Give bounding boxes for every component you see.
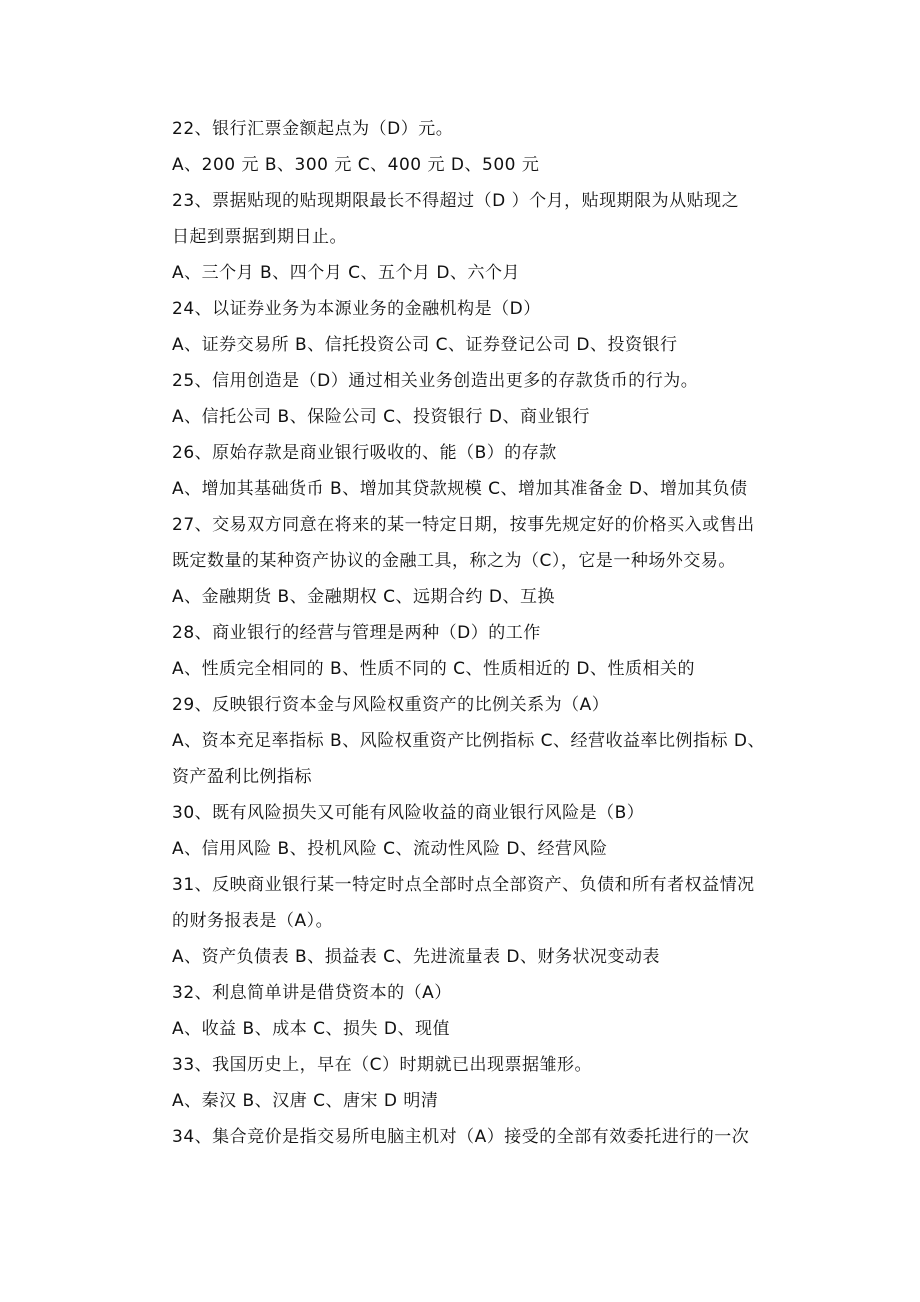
question-32: 32、利息简单讲是借贷资本的（A） <box>172 983 452 1003</box>
question-29: 29、反映银行资本金与风险权重资产的比例关系为（A） <box>172 695 610 715</box>
question-30: 30、既有风险损失又可能有风险收益的商业银行风险是（B） <box>172 803 645 823</box>
options-28: A、性质完全相同的 B、性质不同的 C、性质相近的 D、性质相关的 <box>172 659 695 679</box>
question-22: 22、银行汇票金额起点为（D）元。 <box>172 119 454 139</box>
options-30: A、信用风险 B、投机风险 C、流动性风险 D、经营风险 <box>172 839 608 859</box>
question-28: 28、商业银行的经营与管理是两种（D）的工作 <box>172 623 541 643</box>
options-26: A、增加其基础货币 B、增加其贷款规模 C、增加其准备金 D、增加其负债 <box>172 479 748 499</box>
options-29-continued: 资产盈利比例指标 <box>172 767 312 787</box>
options-24: A、证券交易所 B、信托投资公司 C、证券登记公司 D、投资银行 <box>172 335 678 355</box>
question-25: 25、信用创造是（D）通过相关业务创造出更多的存款货币的行为。 <box>172 371 699 391</box>
question-23-continued: 日起到票据到期日止。 <box>172 227 347 247</box>
question-27-continued: 既定数量的某种资产协议的金融工具，称之为（C），它是一种场外交易。 <box>172 551 736 571</box>
question-26: 26、原始存款是商业银行吸收的、能（B）的存款 <box>172 443 557 463</box>
question-27: 27、交易双方同意在将来的某一特定日期，按事先规定好的价格买入或售出 <box>172 515 755 535</box>
question-33: 33、我国历史上，早在（C）时期就已出现票据雏形。 <box>172 1055 593 1075</box>
options-33: A、秦汉 B、汉唐 C、唐宋 D 明清 <box>172 1091 439 1111</box>
options-27: A、金融期货 B、金融期权 C、远期合约 D、互换 <box>172 587 555 607</box>
options-22: A、200 元 B、300 元 C、400 元 D、500 元 <box>172 155 540 175</box>
options-31: A、资产负债表 B、损益表 C、先进流量表 D、财务状况变动表 <box>172 947 660 967</box>
question-24: 24、以证券业务为本源业务的金融机构是（D） <box>172 299 541 319</box>
document-body <box>172 111 792 1155</box>
question-23: 23、票据贴现的贴现期限最长不得超过（D ）个月，贴现期限为从贴现之 <box>172 191 740 211</box>
question-31-continued: 的财务报表是（A）。 <box>172 911 334 931</box>
options-23: A、三个月 B、四个月 C、五个月 D、六个月 <box>172 263 520 283</box>
question-31: 31、反映商业银行某一特定时点全部时点全部资产、负债和所有者权益情况 <box>172 875 755 895</box>
options-29: A、资本充足率指标 B、风险权重资产比例指标 C、经营收益率比例指标 D、 <box>172 731 765 751</box>
options-32: A、收益 B、成本 C、损失 D、现值 <box>172 1019 450 1039</box>
options-25: A、信托公司 B、保险公司 C、投资银行 D、商业银行 <box>172 407 590 427</box>
question-34: 34、集合竞价是指交易所电脑主机对（A）接受的全部有效委托进行的一次 <box>172 1127 750 1147</box>
